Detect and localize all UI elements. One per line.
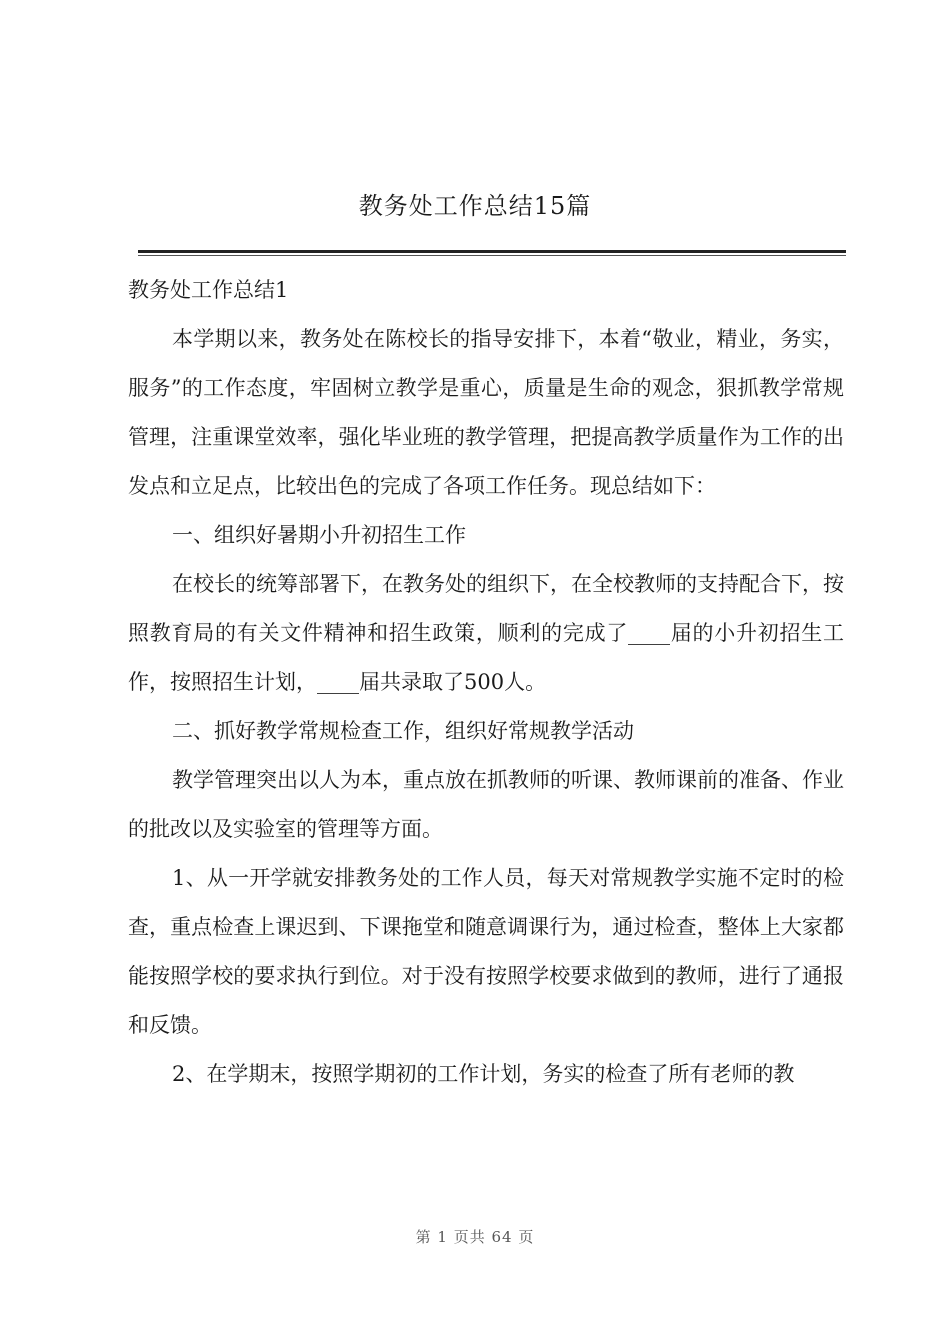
paragraph-item-1: 1、从一开学就安排教务处的工作人员，每天对常规教学实施不定时的检查，重点检查上课迟到、下课拖堂和随意调课行为，通过检查，整体上大家都能按照学校的要求执行到位。对于没有按照学校要求做到的教师，进行了通报和反馈。 bbox=[128, 866, 844, 1037]
paragraph-item-2: 2、在学期末，按照学期初的工作计划，务实的检查了所有老师的教 bbox=[172, 1062, 795, 1086]
paragraph-heading-2: 二、抓好教学常规检查工作，组织好常规教学活动 bbox=[172, 719, 634, 743]
document-body bbox=[128, 266, 844, 1099]
page-footer: 第 1 页共 64 页 bbox=[415, 1228, 535, 1246]
paragraph-management: 教学管理突出以人为本，重点放在抓教师的听课、教师课前的准备、作业的批改以及实验室的管理等方面。 bbox=[128, 768, 844, 841]
paragraph-enrollment: 在校长的统筹部署下，在教务处的组织下，在全校教师的支持配合下，按照教育局的有关文件精神和招生政策，顺利的完成了____届的小升初招生工作，按照招生计划，____届共录取了500人。 bbox=[128, 572, 844, 694]
document-title: 教务处工作总结15篇 bbox=[358, 192, 592, 220]
paragraph-heading-1: 一、组织好暑期小升初招生工作 bbox=[172, 523, 466, 547]
section-heading: 教务处工作总结1 bbox=[128, 278, 289, 302]
title-divider-thin bbox=[138, 255, 846, 256]
title-divider bbox=[138, 250, 846, 253]
paragraph-intro: 本学期以来，教务处在陈校长的指导安排下，本着“敬业，精业，务实，服务”的工作态度，牢固树立教学是重心，质量是生命的观念，狠抓教学常规管理，注重课堂效率，强化毕业班的教学管理，把提高教学质量作为工作的出发点和立足点，比较出色的完成了各项工作任务。现总结如下： bbox=[128, 327, 844, 498]
